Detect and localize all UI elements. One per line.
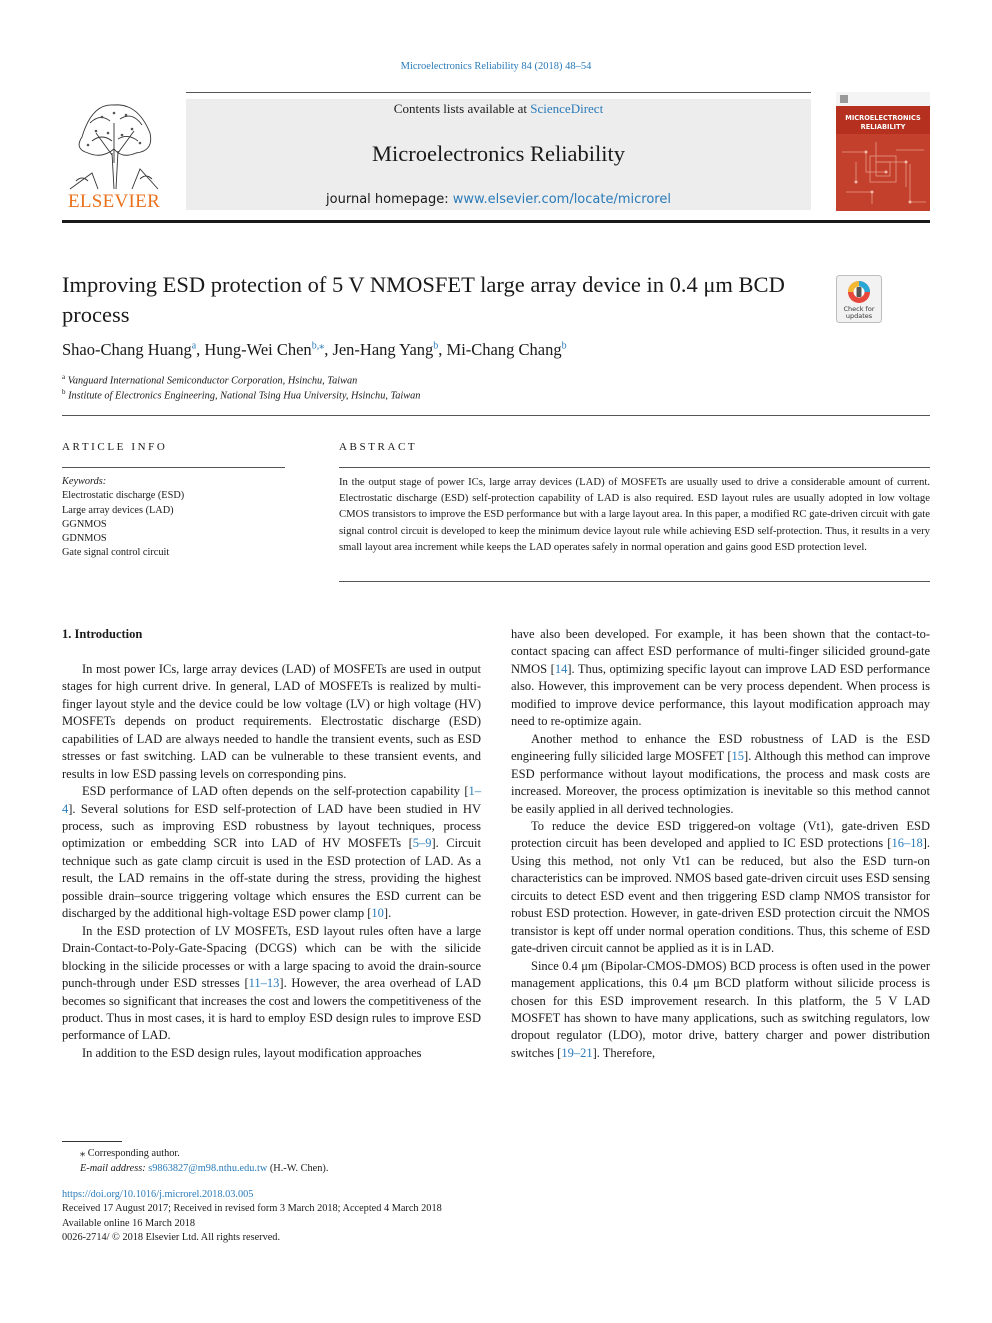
author-affiliation-marker[interactable]: b xyxy=(561,340,567,352)
body-paragraph xyxy=(511,626,930,731)
keyword: Gate signal control circuit xyxy=(62,547,170,559)
cover-title-line: MICROELECTRONICS xyxy=(845,114,921,122)
cover-title xyxy=(836,114,930,132)
text-run: ESD performance of LAD often depends on the self-protection capability [ xyxy=(82,784,469,799)
abstract-heading: ABSTRACT xyxy=(339,441,418,453)
reference-link[interactable]: 19–21 xyxy=(561,1045,593,1060)
text-run: have also been developed. For example, it has been shown that the contact-to-contact spacing can affect ESD performance of multi-finger silicided ground-gate NMOS [ xyxy=(511,627,930,676)
keyword: GGNMOS xyxy=(62,518,107,530)
text-run: ]. Circuit technique such as gate clamp circuit is used in the ESD protection of LAD. As a result, the LAD remains in the off-state during the stress, providing the highest possible drain–source triggering voltage which ensures the ESD current can be discharged by the additional high-voltage ESD power clamp [ xyxy=(62,836,481,921)
doi-link[interactable]: https://doi.org/10.1016/j.microrel.2018.03.005 xyxy=(62,1189,254,1200)
text-run: ]. xyxy=(383,906,392,921)
elsevier-logo[interactable] xyxy=(62,93,166,213)
author-affiliation-marker[interactable]: a xyxy=(191,340,197,352)
reference-link[interactable]: 15 xyxy=(731,749,745,764)
reference-link[interactable]: 1–4 xyxy=(62,784,481,816)
affiliation-text: Vanguard International Semiconductor Corporation, Hsinchu, Taiwan xyxy=(67,375,358,387)
text-run: ]. Thus, optimizing specific layout can improve LAD ESD performance also. However, this improvement can be very process dependent. When process is modified to improve device performance, this layout modification approach may need to re-optimize again. xyxy=(511,661,930,729)
affiliation-text: Institute of Electronics Engineering, National Tsing Hua University, Hsinchu, Taiwan xyxy=(68,390,421,402)
header-divider xyxy=(62,220,930,223)
body-paragraph xyxy=(62,923,481,1045)
reference-link[interactable]: 11–13 xyxy=(248,976,280,991)
author-name[interactable]: Hung-Wei Chen xyxy=(204,340,312,359)
abstract-text: In the output stage of power ICs, large array devices (LAD) of MOSFETs are usually used to drive a considerable amount of current. Electrostatic discharge (ESD) self-protection capability of LAD is also required. ESD layout rules are usually adopted in low voltage CMOS transistors to improve the ESD performance but with a large layout area. In this paper, a modified RC gate-driven circuit with gate signal control circuit is developed to keep the minimum device layout rule while achieving ESD self-protection. Thus, it results in a very small layout area increment while keeps the LAD operates safely in normal operation and gains good ESD protection level. xyxy=(339,476,930,553)
footnote xyxy=(62,1146,328,1176)
sciencedirect-link[interactable]: ScienceDirect xyxy=(530,101,604,116)
email-label: E-mail address: xyxy=(80,1163,149,1174)
check-badge-line1: Check for xyxy=(843,305,875,313)
text-run: ]. Therefore, xyxy=(592,1045,656,1060)
affiliation-label: a xyxy=(62,373,66,381)
reference-link[interactable]: 10 xyxy=(371,906,384,921)
publication-info xyxy=(62,1188,442,1245)
copyright: 0026-2714/ © 2018 Elsevier Ltd. All rights reserved. xyxy=(62,1231,281,1243)
keyword: Electrostatic discharge (ESD) xyxy=(62,490,185,502)
introduction-heading: 1. Introduction xyxy=(62,627,143,641)
email-suffix: (H.-W. Chen). xyxy=(267,1163,329,1174)
body-paragraph: In most power ICs, large array devices (LAD) of MOSFETs are used in output stages for high current drive. In general, LAD of MOSFETs is realized by multi-finger layout style and the device could be low voltage (LV) or high voltage (HV) MOSFETs depends on product requirements. Electrostatic discharge (ESD) capabilities of LAD are always needed to handle the transient events, such as ESD stresses or fast switching. LAD can be vulnerable to these transient events, and results in low ESD passing levels on corresponding pins. xyxy=(62,661,481,781)
text-run: Since 0.4 μm (Bipolar-CMOS-DMOS) BCD process is often used in the power management applications, this 0.4 μm BCD platform without silicide process is chosen for this ESD improvement research. In this platform, the 5 V LAD MOSFET has shown to have many applications, such as switching regulators, low dropout regulator (LDO), motor drive, battery charger and power distribution switches [ xyxy=(511,958,930,1060)
text-run: ]. Using this method, not only Vt1 can be reduced, but also the ESD turn-on characteristics can be improved. NMOS based gate-driven circuit uses ESD sensing circuits to detect ESD event and then triggering ESD clamp NMOS transistor for robust ESD protection. However, in gate-driven ESD protection circuit the NMOS transistor is kept off under normal operation conditions. Thus, this scheme of ESD gate-driven circuit cannot be applied as it is in LAD. xyxy=(511,836,930,956)
check-badge-line2: updates xyxy=(845,312,873,320)
author-name[interactable]: Shao-Chang Huang xyxy=(62,340,192,359)
keywords-block xyxy=(62,475,285,561)
body-column-left xyxy=(62,626,481,1062)
header-rule xyxy=(186,92,811,93)
available-online: Available online 16 March 2018 xyxy=(62,1217,196,1229)
cover-circuit-icon xyxy=(836,92,930,211)
check-for-updates-badge[interactable] xyxy=(836,275,882,323)
author-affiliation-marker[interactable]: b,⁎ xyxy=(311,340,325,352)
email-link[interactable]: s9863827@m98.nthu.edu.tw xyxy=(148,1163,268,1174)
journal-header xyxy=(186,99,811,210)
article-info-divider xyxy=(62,467,285,468)
author-affiliation-marker[interactable]: b xyxy=(433,340,439,352)
journal-homepage-link[interactable]: www.elsevier.com/locate/microrel xyxy=(452,192,671,207)
corresponding-author-note: ⁎ Corresponding author. xyxy=(80,1148,180,1159)
journal-cover[interactable] xyxy=(836,92,930,211)
elsevier-tree-icon xyxy=(62,93,166,191)
text-run: To reduce the device ESD triggered-on voltage (Vt1), gate-driven ESD protection circuit has been developed and applied to IC ESD protections [ xyxy=(511,818,930,851)
cover-title-line: RELIABILITY xyxy=(860,123,906,131)
abstract-divider xyxy=(339,467,930,468)
body-paragraph: In addition to the ESD design rules, layout modification approaches xyxy=(82,1045,422,1060)
text-run: Another method to enhance the ESD robustness of LAD is the ESD engineering fully silicided large MOSFET [ xyxy=(511,731,930,764)
journal-citation[interactable]: Microelectronics Reliability 84 (2018) 48–54 xyxy=(400,61,592,72)
keyword: Large array devices (LAD) xyxy=(62,504,174,516)
text-run: ]. Although this method can improve ESD performance without layout modifications, the process and mask costs are increased. Moreover, the process optimization is inevitable so this method cannot be easily applied in all derived technologies. xyxy=(511,749,930,816)
homepage-prefix: journal homepage: xyxy=(326,192,453,207)
affiliation xyxy=(62,388,420,401)
text-run: ]. Several solutions for ESD self-protection of LAD have been studied in HV process, such as improving ESD robustness by layout techniques, process optimization or embedding SCR into LAD of HV MOSFETs [ xyxy=(62,801,481,851)
body-column-right xyxy=(511,626,930,1062)
keyword: GDNMOS xyxy=(62,533,107,545)
affiliation-label: b xyxy=(62,388,66,396)
text-run: In the ESD protection of LV MOSFETs, ESD layout rules often have a large Drain-Contact-to-Poly-Gate-Spacing (DCGS) which can be with the silicide blocking in the silicide processes or with a large spacing to avoid the drain-source punch-through under ESD stresses [ xyxy=(62,923,481,991)
keywords-heading: Keywords: xyxy=(62,476,107,487)
affiliation xyxy=(62,373,357,386)
body-paragraph xyxy=(511,731,930,818)
email-note xyxy=(62,1161,328,1176)
journal-name: Microelectronics Reliability xyxy=(371,141,626,166)
paper-title: Improving ESD protection of 5 V NMOSFET large array device in 0.4 μm BCD process xyxy=(62,272,785,327)
body-paragraph xyxy=(511,958,930,1063)
article-info-heading: ARTICLE INFO xyxy=(62,441,168,453)
author-list: Shao-Chang Huang$^a$, Hung-Wei Chen$^{b,⁎}$, Jen-Hang Yang$^b$, Mi-Chang Chang$^b$ xyxy=(62,340,567,359)
footnote-divider xyxy=(62,1141,122,1142)
text-run: ]. However, the area overhead of LAD becomes so significant that increases the cost and lowers the competitiveness of the product. Thus in most cases, it is hard to employ ESD design rules to improve ESD performance of LAD. xyxy=(62,976,481,1043)
author-name[interactable]: Jen-Hang Yang xyxy=(332,340,434,359)
abstract-bottom-divider xyxy=(339,581,930,582)
reference-link[interactable]: 5–9 xyxy=(412,836,432,851)
contents-line xyxy=(186,101,811,117)
reference-link[interactable]: 16–18 xyxy=(891,836,923,851)
affiliation-divider xyxy=(62,415,930,416)
author-name[interactable]: Mi-Chang Chang xyxy=(446,340,562,359)
reference-link[interactable]: 14 xyxy=(554,661,568,676)
homepage-line xyxy=(186,192,811,207)
check-updates-icon xyxy=(836,275,882,323)
body-paragraph xyxy=(62,783,481,923)
received-dates: Received 17 August 2017; Received in revised form 3 March 2018; Accepted 4 March 2018 xyxy=(62,1203,442,1215)
body-paragraph xyxy=(511,818,930,958)
contents-prefix: Contents lists available at xyxy=(393,101,531,116)
elsevier-wordmark: ELSEVIER xyxy=(67,191,161,212)
